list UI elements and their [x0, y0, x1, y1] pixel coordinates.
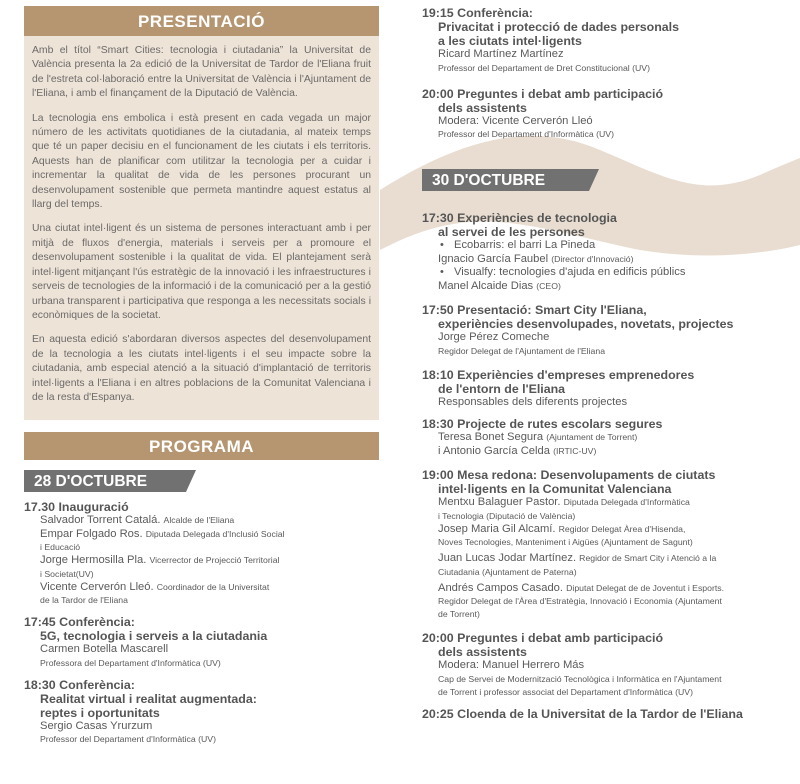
speaker-name: Sergio Casas Yrurzum	[40, 719, 153, 732]
event-rutes	[422, 417, 794, 458]
event-mesa-redona	[422, 468, 794, 621]
event-subtitle: Realitat virtual i realitat augmentada:	[40, 691, 257, 706]
event-title: 18:30 Conferència:	[24, 677, 135, 692]
event-cloenda	[422, 707, 794, 721]
event-title: 17:50 Presentació: Smart City l'Eliana,	[422, 303, 647, 317]
speaker-role: Diputada Delegada d'Informàtica	[563, 497, 690, 507]
speaker-name: Empar Folgado Ros.	[40, 527, 143, 540]
event-title: 19:15 Conferència:	[422, 6, 533, 20]
event-presentacio-smartcity	[422, 303, 794, 358]
event-title: 17:45 Conferència:	[24, 615, 135, 629]
event-title: 20:00 Preguntes i debat amb participació	[422, 631, 664, 645]
speaker-role: Alcalde de l'Eliana	[163, 515, 235, 525]
speaker-name: Responsables dels diferents projectes	[438, 395, 628, 408]
intro-paragraph-4: En aquesta edició s'abordaran diversos aspectes del desenvolupament de la tecnologia a les ciutats intel·ligents i el seu impacte sobre la ciutadania, amb especial atenció a la situació d'implantació de territoris intel·ligents a l'Eliana i en altres poblacions de la Comunitat Valenciana i de la resta d'Espanya.	[32, 334, 371, 403]
event-title-cont: de l'entorn de l'Eliana	[438, 381, 566, 396]
speaker-name: Andrés Campos Casado.	[438, 581, 563, 594]
event-title: 19:00 Mesa redona: Desenvolupaments de ciutats	[422, 468, 716, 482]
programa-header: PROGRAMA	[24, 432, 379, 460]
speaker-name: Josep Maria Gil Alcamí.	[438, 522, 556, 535]
speaker-name: Juan Lucas Jodar Martínez.	[438, 552, 577, 564]
event-title: 18:10 Experiències d'empreses emprenedores	[422, 367, 695, 382]
speaker-role-cont: i Tecnologia (Diputació de València)	[438, 510, 576, 521]
speaker-role-cont: Ciutadania (Ajuntament de Paterna)	[438, 566, 577, 577]
event-subtitle-cont: reptes i oportunitats	[40, 705, 160, 720]
speaker-role: Professor del Departament de Dret Constitucional (UV)	[438, 62, 650, 73]
intro-paragraph-2: La tecnologia ens embolica i està present en cada vegada un major número de les activitats quotidianes de la ciutadania, al mateix temps que té un paper decisiu en el funcionament de les ciutats i els territoris. Aquests han de planificar com utilitzar la tecnologia per a cuidar i incrementar la qualitat de vida de les persones procurant un desenvolupament sostenible que permeta mantindre aquest estatus al llarg del temps.	[32, 112, 371, 211]
intro-paragraph-3: Una ciutat intel·ligent és un sistema de persones interactuant amb i per mitjà de fluxos d'energia, materials i serveis per a promoure el desenvolupament sostenible i la qualitat de vida. El plantejament serà intel·ligent mitjançant l'ús estratègic de la innovació i les infraestructures i serveis de tecnologies de la informació i de la comunicació per a la gestió urbana transparent i participativa que responga a les necessitats socials i econòmiques de la societat.	[32, 223, 371, 321]
speaker-role: Professora del Departament d'Informàtica (UV)	[40, 657, 221, 668]
speaker-role-cont: de la Tardor de l'Eliana	[40, 595, 128, 605]
date-tab-28: 28 D'OCTUBRE	[24, 470, 186, 492]
speaker-name: Salvador Torrent Catalá.	[40, 514, 161, 526]
intro-box	[24, 36, 379, 420]
event-title: 17.30 Inauguració	[24, 500, 129, 514]
event-title-cont: al servei de les persones	[438, 225, 585, 239]
event-conferencia-privacitat	[422, 6, 794, 75]
speaker-name: Carmen Botella Mascarell	[40, 643, 169, 655]
event-debat-2	[422, 631, 794, 699]
speaker-name: Ricard Martínez Martínez	[438, 48, 564, 60]
speaker-role-cont: i Educació	[40, 542, 81, 552]
speaker-name: Manel Alcaide Dias	[438, 279, 534, 292]
speaker-role-cont: de Torrent)	[438, 609, 480, 619]
speaker-role-cont: i Societat(UV)	[40, 568, 94, 579]
event-title: 18:30 Projecte de rutes escolars segures	[422, 417, 663, 431]
moderator-name: Modera: Manuel Herrero Más	[438, 659, 585, 671]
moderator-name: Modera: Vicente Cerverón Lleó	[438, 114, 593, 127]
speaker-role: (Director d'Innovació)	[551, 253, 634, 264]
speaker-role: (CEO)	[536, 280, 561, 291]
event-title: 20:25 Cloenda de la Universitat de la Tardor de l'Eliana	[422, 706, 743, 721]
bullet-icon: •	[440, 266, 444, 278]
speaker-role: Professor del Departament d'Informàtica (UV)	[40, 734, 216, 744]
speaker-role-cont: Noves Tecnologies, Manteniment i Aigües (Ajuntament de Sagunt)	[438, 537, 693, 547]
event-experiencies	[422, 211, 794, 293]
event-subtitle: 5G, tecnologia i serveis a la ciutadania	[40, 629, 268, 643]
speaker-role: Coordinador de la Universitat	[156, 581, 270, 592]
event-empreses	[422, 368, 794, 410]
event-inauguracio	[24, 500, 379, 607]
speaker-name: Mentxu Balaguer Pastor.	[438, 496, 561, 508]
bullet-icon: •	[440, 239, 444, 251]
speaker-role: (Ajuntament de Torrent)	[546, 432, 638, 442]
moderator-role: Cap de Servei de Modernització Tecnològica i Informàtica en l'Ajuntament	[438, 673, 722, 684]
speaker-name: Jorge Hermosilla Pla.	[40, 554, 147, 566]
speaker-role: Regidor de Smart City i Atenció a la	[579, 553, 717, 563]
event-subtitle: Privacitat i protecció de dades personals	[438, 20, 680, 34]
event-title-cont: dels assistents	[438, 645, 527, 659]
speaker-name: Vicente Cerverón Lleó.	[40, 580, 154, 593]
event-title-cont: dels assistents	[438, 100, 527, 115]
moderator-role: Professor del Departament d'Informàtica (UV)	[438, 129, 614, 139]
speaker-role: Diputada Delegada d'Inclusió Social	[145, 528, 285, 539]
speaker-role: Regidor Delegat de l'Ajuntament de l'Eliana	[438, 345, 606, 356]
speaker-name: Ignacio García Faubel	[438, 252, 549, 265]
speaker-role: Vicerrector de Projecció Territorial	[149, 555, 280, 565]
speaker-name: Jorge Pérez Comeche	[438, 331, 550, 343]
speaker-role: Regidor Delegat Àrea d'Hisenda,	[558, 523, 686, 534]
bullet-item: • Visualfy: tecnologies d'ajuda en edificis públics	[440, 266, 686, 278]
speaker-name: i Antonio García Celda	[438, 444, 550, 457]
intro-paragraph-1: Amb el títol “Smart Cities: tecnologia i ciutadania” la Universitat de València presenta la 2a edició de la Universitat de Tardor de l'Eliana fruit de l'estreta col·laboració entre la Universitat de València i l'Ajuntament de l'Eliana, i amb el finançament de la Diputació de València.	[32, 45, 371, 100]
speaker-role: Diputat Delegat de de Joventut i Esports.	[566, 582, 725, 593]
event-subtitle-cont: a les ciutats intel·ligents	[438, 34, 582, 48]
event-conferencia-5g	[24, 615, 379, 670]
event-conferencia-rv	[24, 678, 379, 747]
right-column	[422, 0, 794, 729]
presentacio-header: PRESENTACIÓ	[24, 6, 379, 36]
speaker-role: (IRTIC-UV)	[553, 445, 597, 456]
bullet-item: • Ecobarris: el barri La Pineda	[440, 239, 596, 251]
event-debat-1	[422, 87, 794, 142]
moderator-role-cont: de Torrent i professor associat del Departament d'Informàtica (UV)	[438, 686, 693, 697]
event-title-cont: experiències desenvolupades, novetats, projectes	[438, 317, 734, 331]
event-title: 17:30 Experiències de tecnologia	[422, 211, 617, 225]
event-title-cont: intel·ligents en la Comunitat Valenciana	[438, 482, 672, 496]
speaker-name: Teresa Bonet Segura	[438, 431, 544, 443]
speaker-role-cont: Regidor Delegat de l'Àrea d'Estratègia, Innovació i Economia (Ajuntament	[438, 596, 722, 606]
date-tab-30: 30 D'OCTUBRE	[422, 169, 589, 191]
left-column	[24, 0, 379, 754]
event-title: 20:00 Preguntes i debat amb participació	[422, 86, 664, 101]
